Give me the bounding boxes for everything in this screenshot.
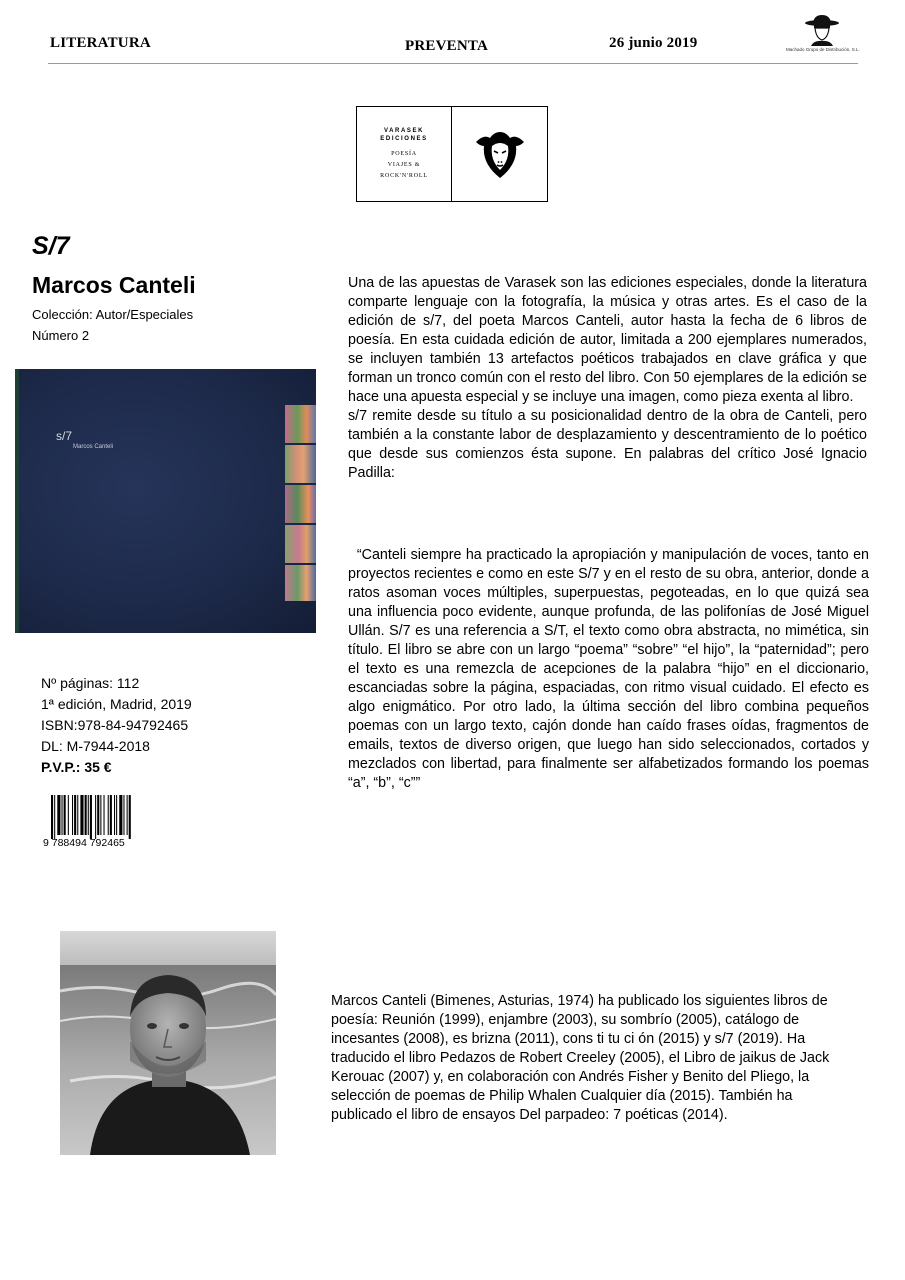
publisher-logo-text (357, 107, 452, 201)
cover-spine (15, 369, 19, 633)
publisher-name-2: EDICIONES (380, 135, 428, 142)
status-label: PREVENTA (405, 38, 488, 54)
sheep-logo (452, 107, 547, 201)
barcode-bar (57, 795, 60, 835)
barcode-digits: 9 788494 792465 (43, 837, 125, 849)
barcode-bar (114, 795, 115, 835)
barcode-bar (119, 795, 122, 835)
barcode-bar (108, 795, 109, 835)
barcode (43, 795, 169, 855)
critic-quote: “Canteli siempre ha practicado la apropiación y manipulación de voces, tanto en proyectos recientes e como en este S/7 y en el resto de su obra, anterior, donde a ratos asoman voces múltiples, superpuestas, pegoteadas, en lo que quizá sea una influencia poco evidente, aunque profunda, de las polifonías de José Miguel Ullán. S/7 es una referencia a S/T, el texto como obra abstracta, no mimética, sin título. El libro se abre con un largo “poema” “sobre” “el hijo”, la “paternidad”; pero el texto es una remezcla de acepciones de la palabra “hijo” en el diccionario, escanciadas sobre la página, espaciadas, con ritmo visual cuidado. El efecto es algo enigmático. Por otro lado, la última sección del libro combina pequeños poemas con un largo texto, cajón donde han caído frases oídas, fragmentos de emails, textos de diverso origen, que luego han sido seleccionados, cortados y mezclados con libertad, para finalmente ser alfabetizados formando los poemas “a”, “b”, “c”” (348, 547, 869, 791)
isbn: ISBN:978-84-94792465 (41, 717, 189, 733)
cover-author: Marcos Canteli (73, 444, 114, 450)
book-author: Marcos Canteli (32, 272, 196, 298)
edition-info: 1ª edición, Madrid, 2019 (41, 696, 192, 712)
barcode-bar (123, 795, 124, 835)
barcode-bar (90, 795, 92, 839)
hat-man-icon (802, 14, 842, 46)
barcode-bar (80, 795, 83, 835)
barcode-bar (116, 795, 117, 835)
distributor-logo (786, 14, 858, 62)
author-photo (60, 931, 276, 1155)
book-title: S/7 (32, 232, 70, 260)
legal-deposit: DL: M-7944-2018 (41, 738, 150, 754)
description-paragraph-1: Una de las apuestas de Varasek son las ediciones especiales, donde la literatura comparte lenguaje con la fotografía, la música y otras artes. Es el caso de la edición de s/7, del poeta Marcos Canteli, autor hasta la fecha de 6 libros de poesía. En esta cuidada edición de autor, limitada a 200 ejemplares numerados, se incluyen también 13 artefactos poéticos trabajados en clave gráfica y que forman un tronco común con el resto del libro. Con 50 ejemplares de la edición se hace una apuesta especial y se incluye una imagen, como pieza exenta al libro. (348, 275, 867, 405)
barcode-bars (43, 795, 169, 839)
book-cover (15, 369, 316, 633)
publisher-tag-2: VIAJES & (387, 161, 421, 168)
barcode-bar (51, 795, 53, 839)
barcode-bar (85, 795, 87, 835)
barcode-bar (77, 795, 78, 835)
book-description (348, 274, 867, 483)
barcode-bar (129, 795, 131, 839)
publisher-tag-3: ROCK'N'ROLL (380, 172, 428, 179)
barcode-bar (104, 795, 105, 835)
collection-label: Colección: Autor/Especiales (32, 307, 194, 322)
barcode-bar (97, 795, 99, 835)
barcode-bar (100, 795, 101, 835)
barcode-bar (64, 795, 66, 835)
price: P.V.P.: 35 € (41, 759, 112, 775)
release-date: 26 junio 2019 (609, 35, 698, 51)
publisher-tag-1: POESÍA (391, 150, 417, 157)
header-divider (48, 63, 858, 64)
distributor-name: Machado Grupo de Distribución, S.L. (786, 47, 860, 52)
collection-number: Número 2 (32, 328, 90, 343)
cover-image-strip (285, 405, 316, 601)
barcode-bar (72, 795, 73, 835)
page-count: Nº páginas: 112 (41, 675, 140, 691)
barcode-bar (62, 795, 63, 835)
author-bio: Marcos Canteli (Bimenes, Asturias, 1974) ha publicado los siguientes libros de poesía: Reunión (1999), enjambre (2003), su sombrío (2005), catálogo de incesantes (2008), es brizna (2011), cons ti tu ci ón (2015) y s/7 (2019). Ha traducido el libro Pedazos de Robert Creeley (2005), el Libro de jaikus de Jack Kerouac (2007) y, en colaboración con Andrés Fisher y Benito del Pliego, la selección de poemas de Philip Whalen Cualquier día (2015). También ha publicado el libro de ensayos Del parpadeo: 7 poéticas (2014). (331, 993, 830, 1123)
barcode-bar (68, 795, 69, 835)
barcode-bar (74, 795, 76, 835)
section-label: LITERATURA (50, 35, 151, 51)
cover-title: s/7 (56, 429, 73, 443)
description-paragraph-2: s/7 remite desde su título a su posicionalidad dentro de la obra de Canteli, pero también a la constante labor de desplazamiento y descentramiento de lo poético que desde sus comienzos ésta supone. En palabras del crítico José Ignacio Padilla: (348, 408, 867, 481)
sheep-icon (470, 124, 530, 184)
barcode-bar (95, 795, 96, 839)
barcode-bar (54, 795, 55, 839)
author-portrait (60, 931, 276, 1155)
publisher-name-1: VARASEK (383, 127, 425, 134)
barcode-bar (88, 795, 89, 835)
book-details (41, 673, 192, 778)
barcode-bar (110, 795, 112, 835)
barcode-bar (127, 795, 128, 835)
publisher-logo (356, 106, 548, 202)
